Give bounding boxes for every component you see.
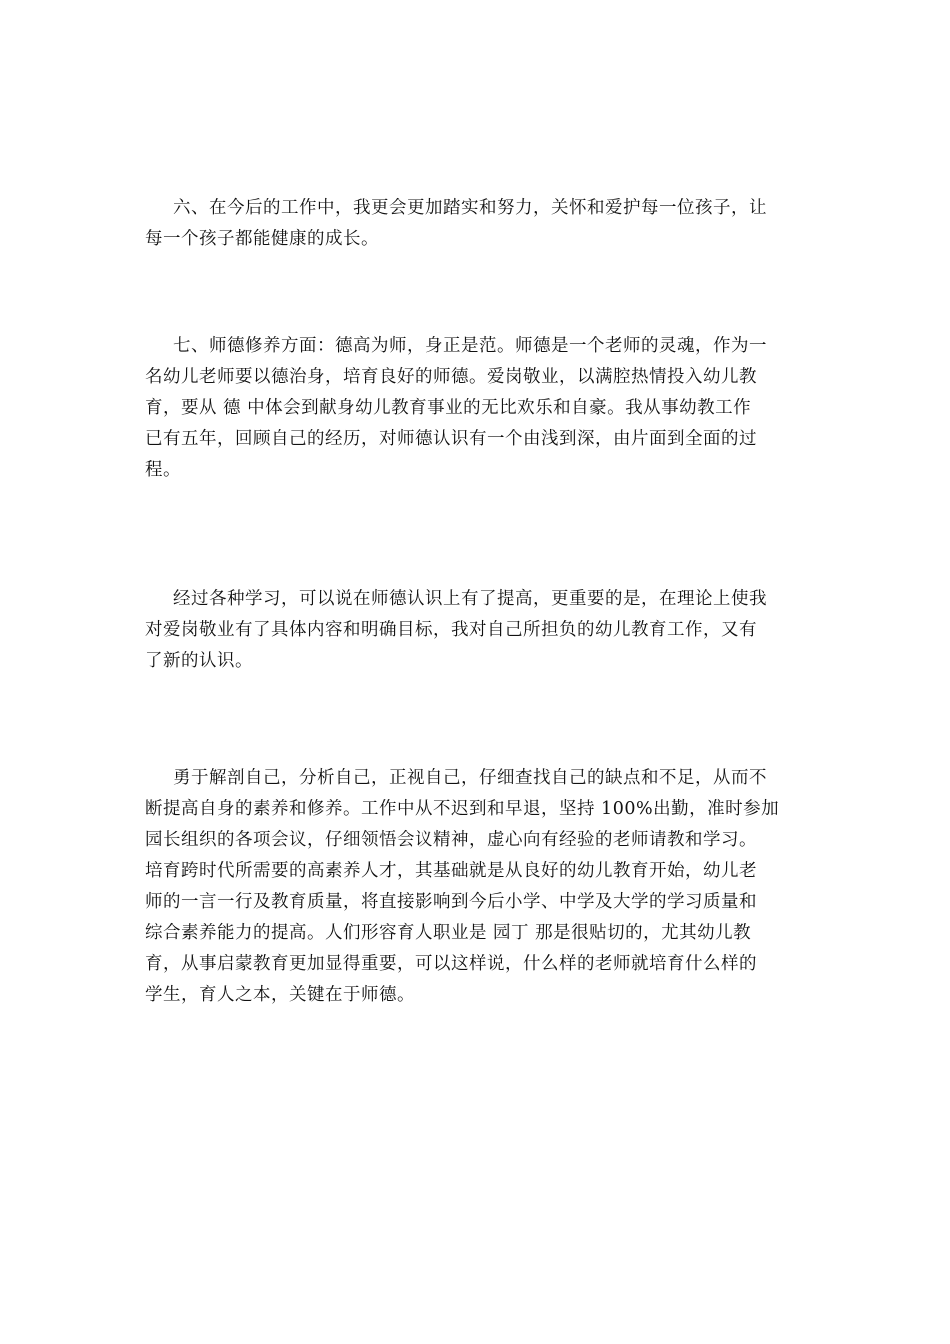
paragraph-self-reflection — [145, 763, 809, 1011]
paragraph-line: 学生，育人之本，关键在于师德。 — [145, 985, 415, 1005]
paragraph-line: 培育跨时代所需要的高素养人才，其基础就是从良好的幼儿教育开始，幼儿老 — [145, 861, 757, 881]
paragraph-line: 名幼儿老师要以德治身，培育良好的师德。爱岗敬业，以满腔热情投入幼儿教 — [145, 367, 757, 387]
paragraph-line: 七、师德修养方面：德高为师，身正是范。师德是一个老师的灵魂，作为一 — [173, 336, 767, 356]
paragraph-line: 勇于解剖自己，分析自己，正视自己，仔细查找自己的缺点和不足，从而不 — [173, 768, 767, 788]
paragraph-line: 综合素养能力的提高。人们形容育人职业是 园丁 那是很贴切的，尤其幼儿教 — [145, 923, 752, 943]
paragraph-six — [145, 193, 809, 255]
paragraph-study — [145, 584, 809, 677]
paragraph-line: 经过各种学习，可以说在师德认识上有了提高，更重要的是，在理论上使我 — [173, 589, 767, 609]
paragraph-line: 育，要从 德 中体会到献身幼儿教育事业的无比欢乐和自豪。我从事幼教工作 — [145, 398, 752, 418]
paragraph-seven — [145, 331, 809, 486]
paragraph-line: 已有五年，回顾自己的经历，对师德认识有一个由浅到深，由片面到全面的过 — [145, 429, 757, 449]
paragraph-line: 断提高自身的素养和修养。工作中从不迟到和早退，坚持 100%出勤，准时参加 — [145, 799, 780, 819]
paragraph-line: 程。 — [145, 460, 181, 480]
paragraph-line: 育，从事启蒙教育更加显得重要，可以这样说，什么样的老师就培育什么样的 — [145, 954, 757, 974]
paragraph-line: 师的一言一行及教育质量，将直接影响到今后小学、中学及大学的学习质量和 — [145, 892, 757, 912]
paragraph-line: 园长组织的各项会议，仔细领悟会议精神，虚心向有经验的老师请教和学习。 — [145, 830, 757, 850]
paragraph-line: 对爱岗敬业有了具体内容和明确目标，我对自己所担负的幼儿教育工作，又有 — [145, 620, 757, 640]
paragraph-line: 六、在今后的工作中，我更会更加踏实和努力，关怀和爱护每一位孩子，让 — [173, 198, 767, 218]
paragraph-line: 每一个孩子都能健康的成长。 — [145, 229, 379, 249]
paragraph-line: 了新的认识。 — [145, 651, 253, 671]
